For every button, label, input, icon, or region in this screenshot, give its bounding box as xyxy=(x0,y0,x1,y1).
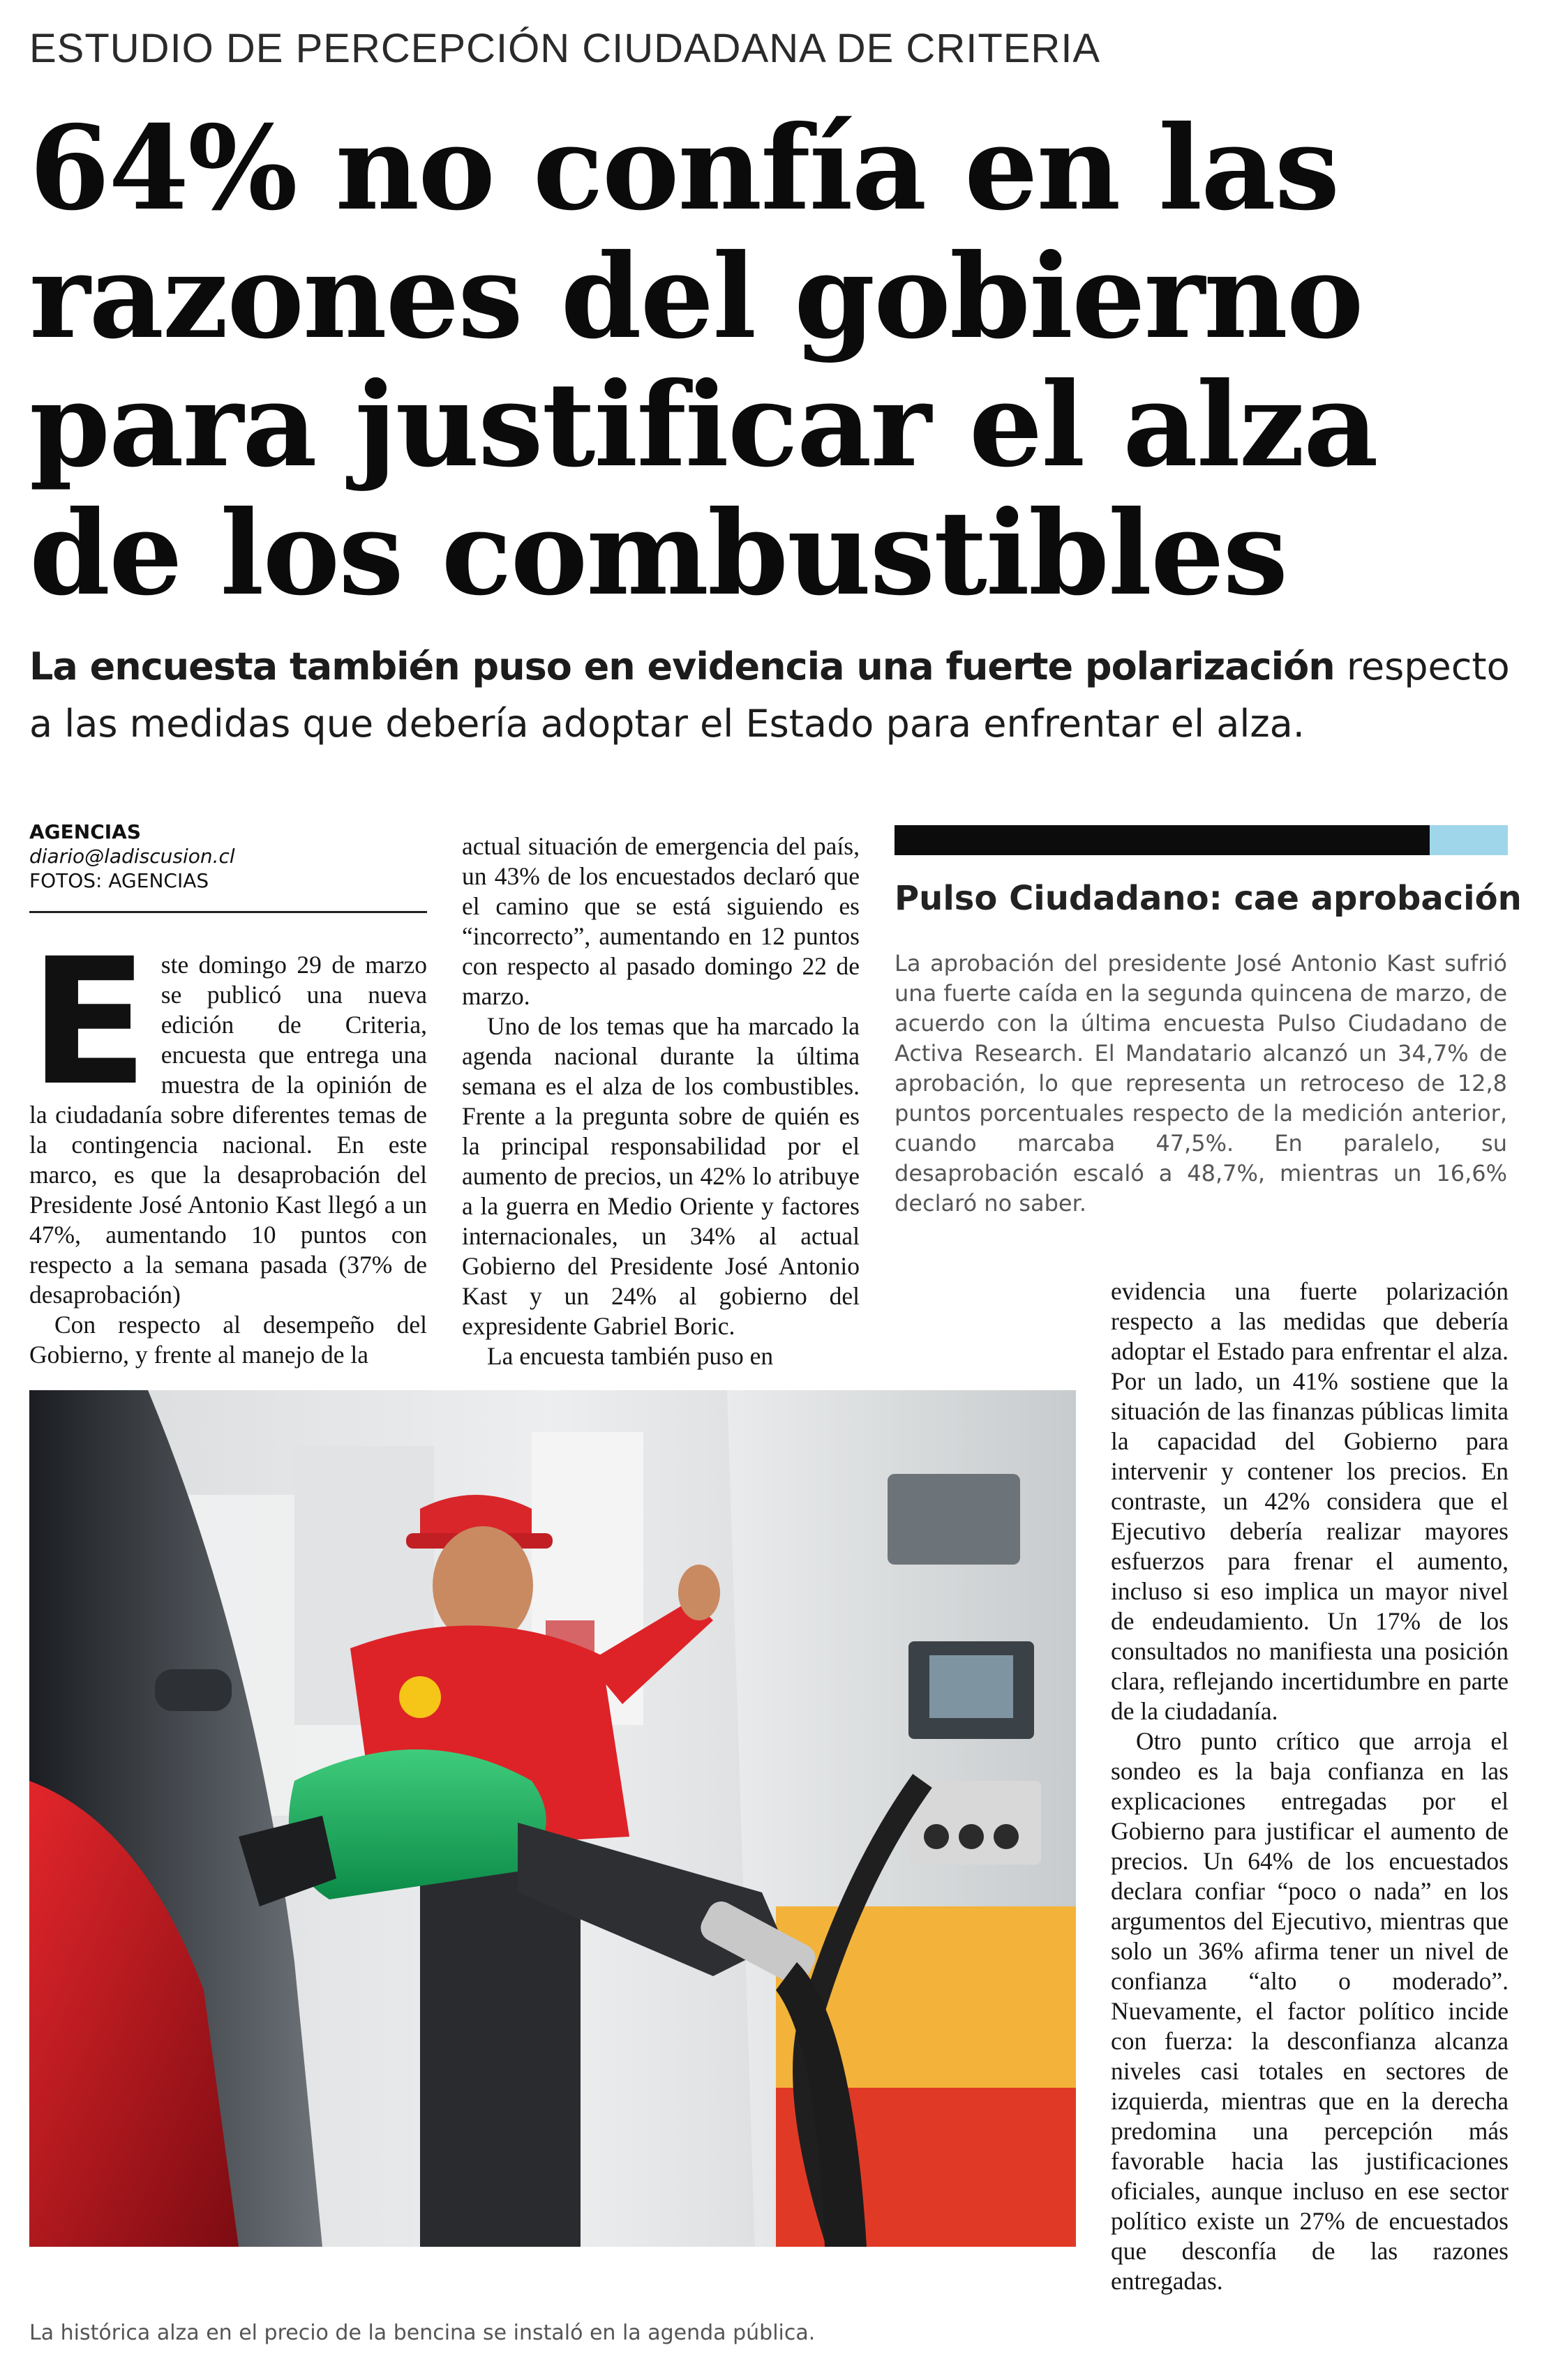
body-paragraph: evidencia una fuerte polarización respecto a las medidas que debería adoptar el Estado para enfrentar el alza. Por un lado, un 41% sostiene que la situación de las finanzas públicas limita la capacidad del Gobierno para intervenir y contener los precios. En contraste, un 42% considera que el Ejecutivo debería realizar mayores esfuerzos para frenar el aumento, incluso si eso implica un mayor nivel de endeudamiento. Un 17% de los consultados no manifiesta una posición clara, reflejando incertidumbre en parte de la ciudadanía. xyxy=(1111,1277,1509,1725)
headline-line-1: 64% no confía en las xyxy=(29,100,1339,236)
body-paragraph: actual situación de emergencia del país, un 43% de los encuestados declaró que el camino que se está siguiendo es “incorrecto”, aumentando en 12 puntos con respecto al pasado domingo 22 de marzo. xyxy=(462,832,860,1010)
headline-line-3: para justificar el alza xyxy=(29,357,1377,493)
photo-gas-station xyxy=(29,1390,1076,2247)
body-paragraph: Con respecto al desempeño del Gobierno, y frente al manejo de la xyxy=(29,1311,427,1369)
car-mirror xyxy=(155,1669,232,1711)
byline-email[interactable]: diario@ladiscusion.cl xyxy=(29,845,235,868)
byline xyxy=(29,820,427,894)
sidebar-bar-light xyxy=(1430,825,1508,855)
body-column-1 xyxy=(29,921,427,1370)
photo-illustration xyxy=(29,1390,1076,2247)
dropcap: E xyxy=(29,921,149,1124)
headline-line-4: de los combustibles xyxy=(29,485,1287,622)
body-column-2 xyxy=(462,831,860,1371)
sidebar-text: La aprobación del presidente José Antonio Kast sufrió una fuerte caída en la segunda quincena de marzo, de acuerdo con la última encuesta Pulso Ciudadano de Activa Research. El Mandatario alcanzó un 34,7% de aprobación, lo que representa un retroceso de 12,8 puntos porcentuales respecto de la medición anterior, cuando marcaba 47,5%. En paralelo, su desaprobación escaló a 48,7%, mientras un 16,6% declaró no saber. xyxy=(895,950,1507,1217)
byline-source: AGENCIAS xyxy=(29,820,142,843)
pump-button xyxy=(924,1824,949,1849)
pump-display xyxy=(888,1474,1020,1565)
headline-line-2: razones del gobierno xyxy=(29,229,1363,365)
body-paragraph: Uno de los temas que ha marcado la agenda nacional durante la última semana es el alza de los combustibles. Frente a la pregunta sobre de quién es la principal responsabilidad por el aumento de precios, un 42% lo atribuye a la guerra en Medio Oriente y factores internacionales, un 34% al actual Gobierno del Presidente José Antonio Kast y un 24% al gobierno del expresidente Gabriel Boric. xyxy=(462,1012,860,1340)
shell-logo xyxy=(399,1676,441,1718)
body-text: ste domingo 29 de marzo se publicó una nueva edición de Criteria, encuesta que entrega una muestra de la opinión de la ciudadanía sobre diferentes temas de la contingencia nacional. En este marco, es que la desaprobación del Presidente José Antonio Kast llegó a un 47%, aumentando 10 puntos con respecto a la semana pasada (37% de desaprobación) xyxy=(29,951,427,1309)
byline-divider xyxy=(29,911,427,913)
deck-rest: respecto a las medidas que debería adoptar el Estado para enfrentar el alza. xyxy=(29,645,1510,746)
sidebar-title: Pulso Ciudadano: cae aprobación xyxy=(895,879,1522,918)
deck-bold: La encuesta también puso en evidencia una fuerte polarización xyxy=(29,645,1335,688)
pump-keypad xyxy=(908,1781,1041,1865)
photo-caption: La histórica alza en el precio de la bencina se instaló en la agenda pública. xyxy=(29,2321,816,2345)
hand xyxy=(678,1565,720,1620)
pump-screen-glass xyxy=(929,1655,1013,1718)
sidebar-bar-dark xyxy=(895,825,1430,855)
headline xyxy=(29,100,1536,622)
body-paragraph: Otro punto crítico que arroja el sondeo es la baja confianza en las explicaciones entregadas por el Gobierno para justificar el aumento de precios. Un 64% de los encuestados declara confiar “poco o nada” en los argumentos del Ejecutivo, mientras que solo un 36% afirma tener un nivel de confianza “alto o moderado”. Nuevamente, el factor político incide con fuerza: la desconfianza alcanza niveles casi totales en sectores de izquierda, mientras que en la derecha predomina una percepción más favorable hacia las justificaciones oficiales, aunque incluso en ese sector político existe un 27% de encuestados que desconfía de las razones entregadas. xyxy=(1111,1727,1509,2295)
body-paragraph: La encuesta también puso en xyxy=(487,1342,774,1370)
deck xyxy=(29,638,1516,753)
byline-photos: FOTOS: AGENCIAS xyxy=(29,869,209,892)
body-column-3 xyxy=(1111,1276,1509,2296)
body-paragraph xyxy=(29,921,427,1310)
pump-button xyxy=(994,1824,1019,1849)
pump-button xyxy=(959,1824,984,1849)
kicker: ESTUDIO DE PERCEPCIÓN CIUDADANA DE CRITERIA xyxy=(29,26,1101,71)
